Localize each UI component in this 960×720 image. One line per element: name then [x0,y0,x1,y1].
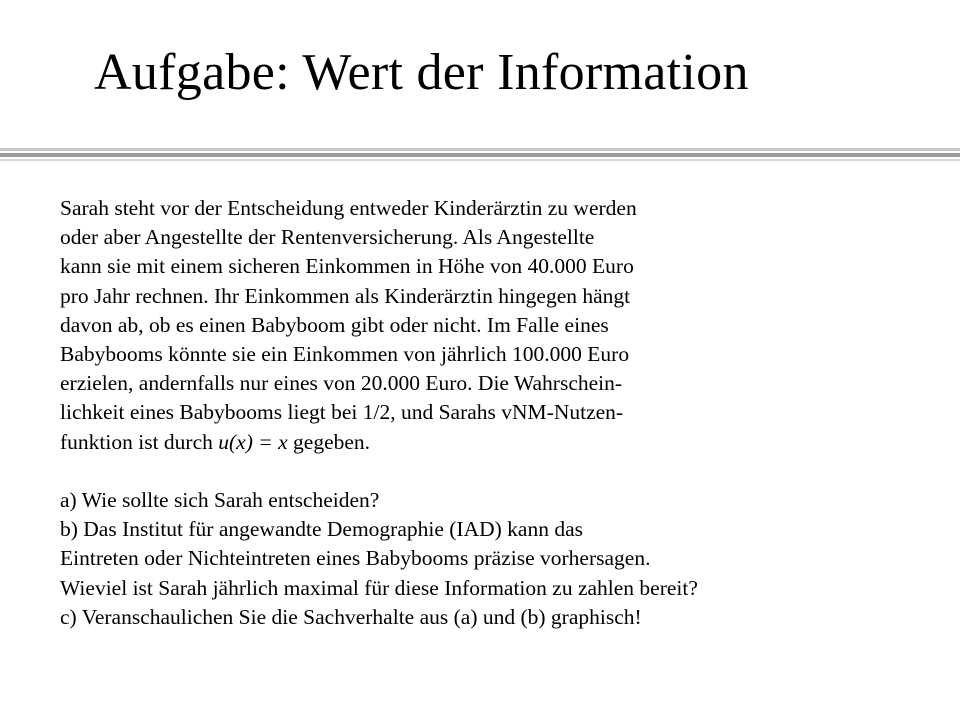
utility-suffix: gegeben. [287,429,371,454]
problem-line: erzielen, andernfalls nur eines von 20.000 Euro. Die Wahrschein- [60,371,623,396]
problem-line: oder aber Angestellte der Rentenversicherung. Als Angestellte [60,225,595,250]
slide-title: Aufgabe: Wert der Information [94,44,749,101]
problem-line: kann sie mit einem sicheren Einkommen in Höhe von 40.000 Euro [60,254,634,279]
problem-line: Babybooms könnte sie ein Einkommen von jährlich 100.000 Euro [60,342,630,367]
title-divider-middle [0,153,960,157]
title-divider-top [0,148,960,151]
title-divider-bottom [0,159,960,161]
problem-line: Sarah steht vor der Entscheidung entweder Kinderärztin zu werden [60,196,637,220]
problem-line-utility [60,428,698,457]
problem-line: lichkeit eines Babybooms liegt bei 1/2, und Sarahs vNM-Nutzen- [60,400,624,425]
question-line: c) Veranschaulichen Sie die Sachverhalte aus (a) und (b) graphisch! [60,604,642,629]
question-line: Wieviel ist Sarah jährlich maximal für diese Information zu zahlen bereit? [60,575,698,600]
question-line: b) Das Institut für angewandte Demographie (IAD) kann das [60,517,584,542]
problem-line: davon ab, ob es einen Babyboom gibt oder nicht. Im Falle eines [60,312,609,337]
slide-body [60,194,698,632]
paragraph-spacer [60,457,698,486]
problem-line: pro Jahr rechnen. Ihr Einkommen als Kinderärztin hingegen hängt [60,283,631,308]
question-line: Eintreten oder Nichteintreten eines Babybooms präzise vorhersagen. [60,546,651,571]
utility-formula: u(x) = x [218,429,288,454]
utility-prefix: funktion ist durch [60,429,219,454]
question-line: a) Wie sollte sich Sarah entscheiden? [60,488,380,513]
